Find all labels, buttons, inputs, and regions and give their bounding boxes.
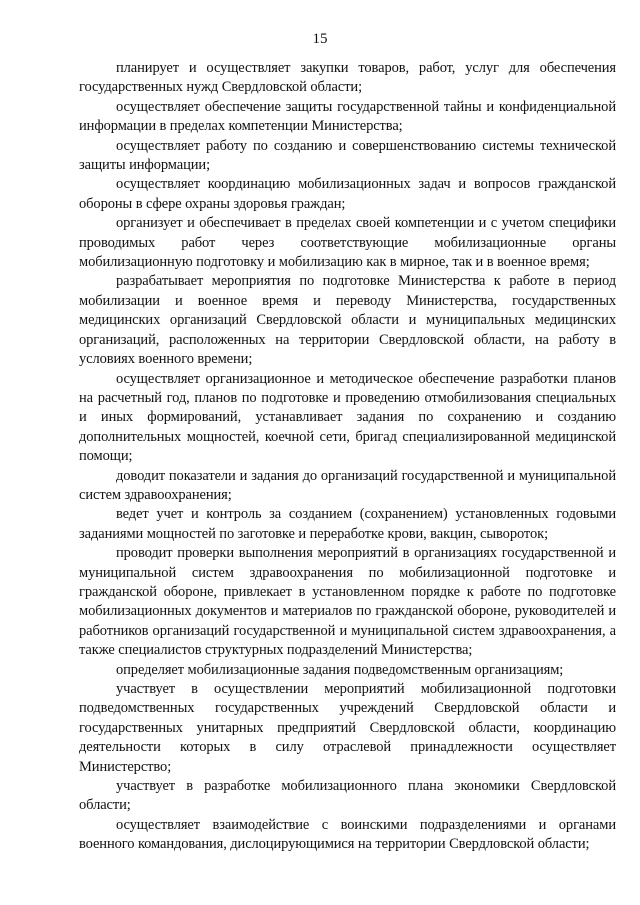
paragraph: осуществляет работу по созданию и совершенствованию системы технической защиты информации; xyxy=(79,137,616,174)
paragraph: осуществляет обеспечение защиты государственной тайны и конфиденциальной информации в пределах компетенции Министерства; xyxy=(79,98,616,135)
paragraph: осуществляет взаимодействие с воинскими подразделениями и органами военного командования, дислоцирующимися на территории Свердловской области; xyxy=(79,816,616,853)
paragraph: осуществляет координацию мобилизационных задач и вопросов гражданской обороны в сфере охраны здоровья граждан; xyxy=(79,176,616,212)
paragraph: планирует и осуществляет закупки товаров, работ, услуг для обеспечения государственных нужд Свердловской области; xyxy=(79,60,616,96)
document-body xyxy=(79,59,616,855)
paragraph: ведет учет и контроль за созданием (сохранением) установленных годовыми заданиями мощностей по заготовке и переработке крови, вакцин, сывороток; xyxy=(79,506,616,542)
page-number: 15 xyxy=(312,31,328,47)
paragraph: определяет мобилизационные задания подведомственным организациям; xyxy=(116,661,564,678)
paragraph: проводит проверки выполнения мероприятий в организациях государственной и муниципальной систем здравоохранения по мобилизационной подготовке и гражданской обороне, привлекает в установленном порядке к работе по подготовке мобилизационных документов и материалов по гражданской обороне, руководителей и работников организаций государственной и муниципальной систем здравоохранения, а также специалистов структурных подразделений Министерства; xyxy=(79,545,616,659)
paragraph: участвует в осуществлении мероприятий мобилизационной подготовки подведомственных государственных учреждений Свердловской области и государственных унитарных предприятий Свердловской области, координацию деятельности которых в силу отраслевой принадлежности осуществляет Министерство; xyxy=(79,681,616,775)
paragraph: участвует в разработке мобилизационного плана экономики Свердловской области; xyxy=(79,778,616,814)
paragraph: разрабатывает мероприятия по подготовке Министерства к работе в период мобилизации и военное время и переводу Министерства, государственных медицинских организаций Свердловской области и муниципальных медицинских организаций, расположенных на территории Свердловской области, на работу в условиях военного времени; xyxy=(79,273,616,368)
paragraph: организует и обеспечивает в пределах своей компетенции и с учетом специфики проводимых работ через соответствующие мобилизационные органы мобилизационную подготовку и мобилизацию как в мирное, так и в военное время; xyxy=(79,215,616,271)
paragraph: доводит показатели и задания до организаций государственной и муниципальной систем здравоохранения; xyxy=(79,467,616,503)
paragraph: осуществляет организационное и методическое обеспечение разработки планов на расчетный год, планов по подготовке и проведению отмобилизования специальных и иных формирований, устанавливает задания по сохранению и созданию дополнительных мощностей, коечной сети, бригад специализированной медицинской помощи; xyxy=(79,370,616,465)
